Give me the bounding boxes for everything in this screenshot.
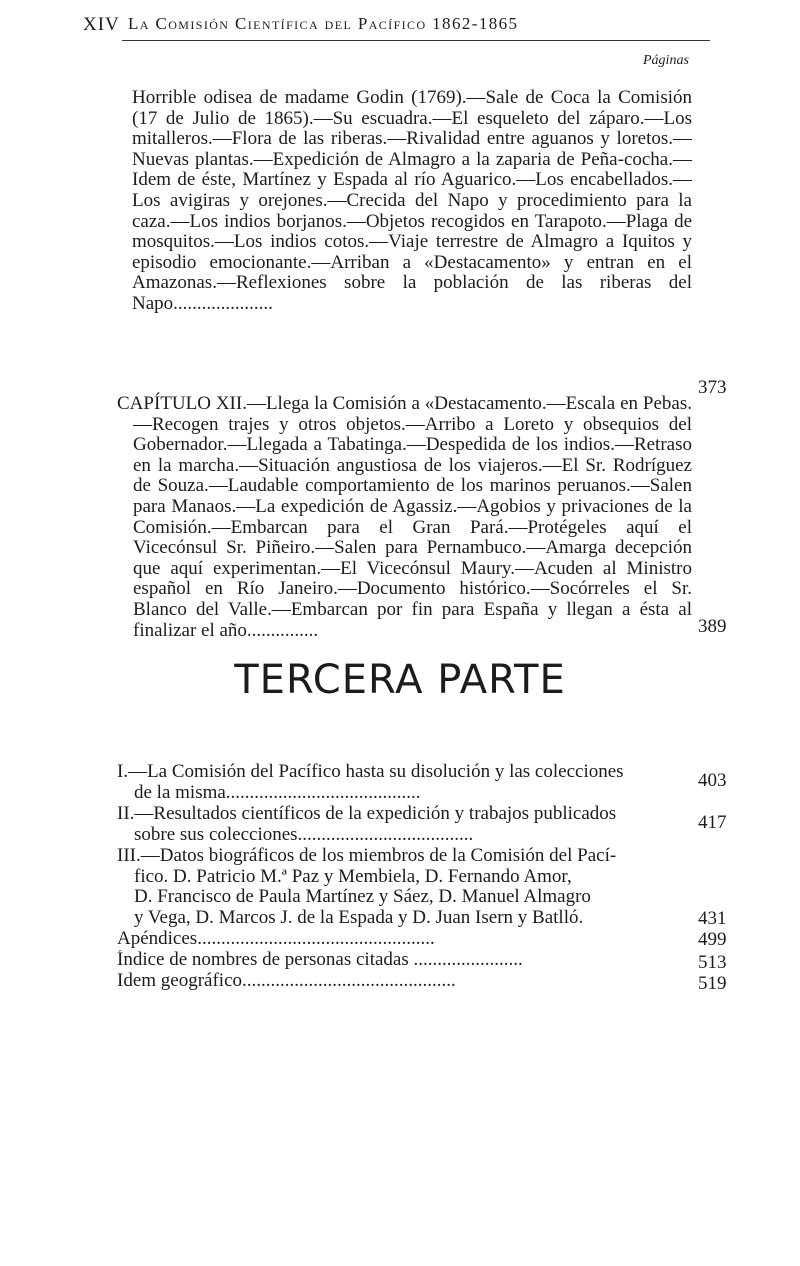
toc-item-text: I.—La Comisión del Pacífico hasta su disolución y las colecciones: [117, 762, 624, 782]
toc-item-text: de la misma.........................................: [134, 782, 421, 803]
toc-item-appendices: [117, 929, 692, 950]
toc-entry-chapter-12: CAPÍTULO XII.—Llega la Comisión a «Destacamento.—Escala en Pebas.—Recogen trajes y otros objetos.—Arribo a Loreto y obsequios del Gobernador.—Llegada a Tabatinga.—Despedida de los indios.—Retraso en la marcha.—Situación angustiosa de los viajeros.—El Sr. Rodríguez de Souza.—Laudable comportamiento de los marinos peruanos.—Salen para Manaos.—La expedición de Agassiz.—Agobios y privaciones de la Comisión.—Embarcan para el Gran Pará.—Protégeles aquí el Vicecónsul Sr. Piñeiro.—Salen para Pernambuco.—Amarga decepción que aquí experimentan.—El Vicecónsul Maury.—Acuden al Ministro español en Río Janeiro.—Documento histórico.—Socórreles el Sr. Blanco del Valle.—Embarcan por fin para España y llegan a ésta al finalizar el año...............: [117, 393, 692, 641]
part-title: TERCERA PARTE: [234, 657, 566, 703]
toc-entry-chapter-11-summary: Horrible odisea de madame Godin (1769).—Sale de Coca la Comisión (17 de Julio de 1865).—Su escuadra.—El esqueleto del záparo.—Los mitalleros.—Flora de las riberas.—Rivalidad entre aguanos y loretos.—Nuevas plantas.—Expedición de Almagro a la zaparia de Peña-cocha.—Idem de éste, Martínez y Espada al río Aguarico.—Los encabellados.—Los avigiras y orejones.—Crecida del Napo y procedimiento para la caza.—Los indios borjanos.—Objetos recogidos en Tarapoto.—Plaga de mosquitos.—Los indios cotos.—Viaje terrestre de Almagro a Iquitos y episodio emocionante.—Arriban a «Destacamento» y entran en el Amazonas.—Reflexiones sobre la población de las riberas del Napo.....................: [132, 87, 692, 314]
toc-item-text: II.—Resultados científicos de la expedición y trabajos publicados: [117, 804, 617, 824]
toc-item-text: Idem geográfico.............................................: [117, 971, 456, 991]
toc-item-1: [117, 762, 692, 803]
toc-item-2: [117, 804, 692, 845]
toc-item-text: III.—Datos biográficos de los miembros de la Comisión del Pací-: [117, 846, 617, 866]
toc-page-number: 389: [698, 616, 727, 637]
toc-page-number: 417: [698, 812, 727, 833]
toc-item-name-index: [117, 950, 692, 971]
toc-page-number: 513: [698, 952, 727, 973]
toc-item-text: Apéndices..................................................: [117, 929, 435, 949]
toc-page-number: 519: [698, 973, 727, 994]
toc-page-number: 373: [698, 377, 727, 398]
running-title: La Comisión Científica del Pacífico 1862-1865: [128, 14, 519, 33]
toc-item-text: Índice de nombres de personas citadas .......................: [117, 950, 523, 970]
toc-item-text: sobre sus colecciones.....................................: [134, 824, 474, 845]
toc-item-geographic-index: [117, 971, 692, 992]
toc-page-number: 431: [698, 908, 727, 929]
pages-column-label: Páginas: [643, 53, 689, 68]
running-header: [83, 14, 709, 36]
toc-page-number: 499: [698, 929, 727, 950]
page-folio: XIV: [83, 14, 120, 35]
toc-item-text: y Vega, D. Marcos J. de la Espada y D. Juan Isern y Batlló.: [134, 907, 584, 928]
toc-item-3: [117, 846, 692, 928]
toc-page-number: 403: [698, 770, 727, 791]
toc-item-text: D. Francisco de Paula Martínez y Sáez, D. Manuel Almagro: [134, 887, 591, 908]
toc-item-text: fico. D. Patricio M.ª Paz y Membiela, D. Fernando Amor,: [134, 866, 572, 887]
header-rule: [122, 40, 710, 41]
